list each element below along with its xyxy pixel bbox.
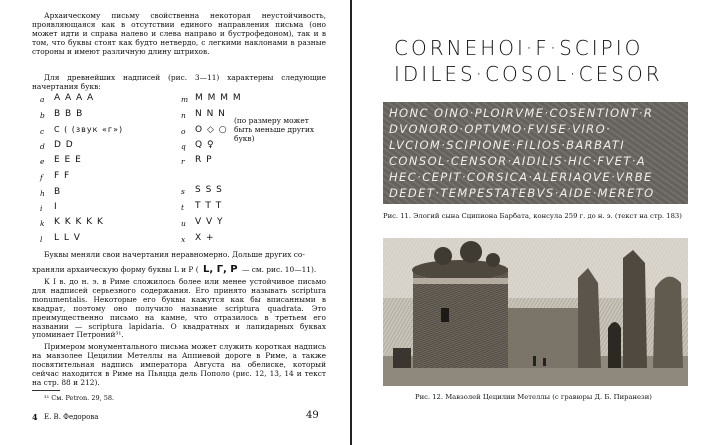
footnote-rule [32,390,60,391]
letter-label: k [40,219,45,228]
archaic-glyphs: L, Г, Р [202,264,238,275]
letter-label: q [181,142,186,151]
letter-label: a [40,95,45,104]
engraving-illustration [383,238,688,386]
footnote: ³¹ См. Petron. 29, 58. [44,394,115,402]
inscription-line-2: IDILES·COSOL·CESOR [394,62,663,86]
letter-glyphs: R P [195,155,213,165]
paragraph-2-line-1: Буквы меняли свои начертания неравномерно. Дольше других со- [44,250,305,259]
letter-label: s [181,187,185,196]
letter-label: d [40,142,45,151]
letter-glyphs: C ( (звук «г») [54,125,124,134]
letter-label: o [181,127,186,136]
letter-glyphs: F F [54,171,71,181]
signature-number: 4 [32,412,38,422]
plate-line: HEC·CEPIT·CORSICA·ALERIAQVE·VRBE [389,170,653,184]
right-page [352,0,702,445]
letter-glyphs: X + [195,233,215,243]
letter-glyphs: E E E [54,155,82,165]
paragraph-4: Примером монументального письма может служить короткая надпись на мавзолее Цецилии Метеллы на Аппиевой дороге в Риме, а также посвятительная надпись императора Августа на обелиске, который сейчас находится в Риме на Пьяцца дель Пополо (рис. 12, 13, 14 и текст на стр. 88 и 212). [32,342,326,387]
plate-line: CONSOL·CENSOR·AIDILIS·HIC·FVET·A [389,154,647,168]
intro-paragraph: Архаическому письму свойственна некоторая неустойчивость, проявляющаяся как в отсутствии единого направления письма (оно может идти и справа налево и слева направо и бустрофедоном), так и в том, что буквы стоят как будто нетвердо, с легкими наклонами в разные стороны и имеют различную длину штрихов. [32,11,326,56]
letter-label: e [40,157,45,166]
letter-glyphs: N N N [195,109,226,119]
letter-glyphs: D D [54,140,74,150]
page-number: 49 [306,410,319,421]
letter-glyphs: S S S [195,185,223,195]
plate-line: LVCIOM·SCIPIONE·FILIOS·BARBATI [389,138,626,152]
signature-author: Е. В. Федорова [44,413,99,421]
letter-glyphs: Q ♀ [195,140,215,150]
o-size-note: (по размеру может быть меньше других букв) [234,116,315,143]
stone-inscription-photo [383,102,688,204]
paragraph-2-text-b: — см. рис. 10—11). [241,265,317,274]
letter-glyphs: B [54,187,62,197]
letter-label: i [40,204,43,213]
letter-glyphs: M M M M [195,93,242,103]
paragraph-2-line-2 [32,266,332,275]
letter-glyphs: O ◇ ○ [195,125,228,135]
letter-label: l [40,235,43,244]
figure-11-caption: Рис. 11. Элогий сына Сципиона Барбата, консула 259 г. до н. э. (текст на стр. 183) [383,212,682,220]
letter-glyphs: I [54,202,58,212]
letter-glyphs: A A A A [54,93,95,103]
letter-label: r [181,157,185,166]
letter-glyphs: T T T [195,201,223,211]
plate-line: DEDET·TEMPESTATEBVS·AIDE·MERETO [389,186,655,200]
paragraph-2-text-a: храняли архаическую форму буквы L и P ( [32,265,199,274]
letter-glyphs: V V Y [195,217,224,227]
plate-line: DVONORO·OPTVMO·FVISE·VIRO· [389,122,612,136]
plate-line: HONC OINO·PLOIRVME·COSENTIONT·R [389,106,654,120]
letter-label: t [181,203,185,212]
paragraph-3: К I в. до н. э. в Риме сложилось более или менее устойчивое письмо для надписей серьезного содержания. Его принято называть scriptura monumentalis. Некоторые его буквы кажутся как бы вписанными в квадрат, поэтому оно получило название scriptura quadrata. Это преимущественно письмо на камне, что отразилось в третьем его названии — scriptura lapidaria. О квадратных и лапидарных буквах упоминает Петроний³¹. [32,277,326,340]
mausoleum-engraving [383,238,688,386]
letter-label: c [40,127,45,136]
letter-glyphs: B B B [54,109,84,119]
letter-label: u [181,219,186,228]
letter-label: h [40,189,45,198]
left-page [0,0,350,445]
letter-label: x [181,235,186,244]
letter-glyphs: L L V [54,233,81,243]
letter-label: b [40,111,45,120]
letter-label: n [181,111,186,120]
inscription-line-1: CORNEHOI·F·SCIPIO [394,36,644,60]
letter-glyphs: K K K K K [54,217,104,227]
letter-label: m [181,95,189,104]
letter-label: f [40,173,43,182]
alphabet-intro: Для древнейших надписей (рис. 3—11) характерны следующие начертания букв: [32,73,326,91]
figure-12-caption: Рис. 12. Мавзолей Цецилии Метеллы (с гравюры Д. Б. Пиранези) [415,393,652,401]
